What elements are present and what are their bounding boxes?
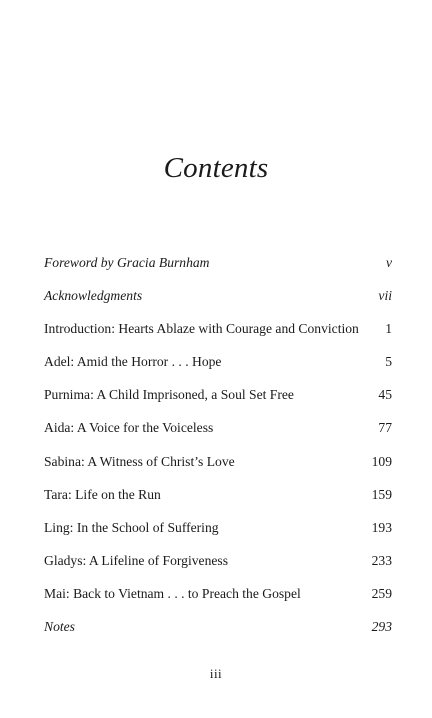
toc-entry-title: Gladys: A Lifeline of Forgiveness <box>44 552 228 568</box>
toc-entry-title: Ling: In the School of Suffering <box>44 519 219 535</box>
toc-entry-title: Introduction: Hearts Ablaze with Courage and Conviction <box>44 321 359 337</box>
toc-entry-title: Mai: Back to Vietnam . . . to Preach the Gospel <box>44 585 301 601</box>
toc-entry-title: Sabina: A Witness of Christ’s Love <box>44 453 235 469</box>
toc-entry <box>44 420 392 453</box>
toc-entry <box>44 387 392 420</box>
toc-entry <box>44 487 392 520</box>
toc-entry-title: Purnima: A Child Imprisoned, a Soul Set Free <box>44 387 294 403</box>
page-number: iii <box>209 666 223 681</box>
toc-entry-page: 259 <box>371 585 392 601</box>
toc-entry-title: Aida: A Voice for the Voiceless <box>44 420 214 436</box>
toc-entry <box>44 619 392 652</box>
toc-entry <box>44 520 392 553</box>
toc-entry-page: vii <box>378 288 392 304</box>
toc-entry-page: 1 <box>385 321 392 337</box>
toc-entry-page: 5 <box>385 354 392 370</box>
toc-entry-page: 193 <box>371 519 392 535</box>
toc-entry-title: Foreword by Gracia Burnham <box>44 255 210 270</box>
toc-entry-title: Notes <box>44 619 75 635</box>
toc-entry-page: v <box>385 255 392 270</box>
toc-entry <box>44 255 392 288</box>
toc-entry <box>44 586 392 619</box>
page-title: Contents <box>163 152 269 184</box>
toc-entry-page: 77 <box>378 420 392 436</box>
table-of-contents <box>44 255 392 652</box>
toc-entry-page: 159 <box>371 486 392 502</box>
toc-entry <box>44 354 392 387</box>
toc-entry <box>44 321 392 354</box>
toc-entry-title: Tara: Life on the Run <box>44 486 161 502</box>
toc-entry-page: 45 <box>378 387 392 403</box>
toc-entry-page: 233 <box>371 552 392 568</box>
toc-entry <box>44 454 392 487</box>
toc-entry-page: 293 <box>371 619 392 635</box>
toc-entry <box>44 553 392 586</box>
toc-entry-title: Acknowledgments <box>44 288 143 304</box>
toc-entry-page: 109 <box>371 453 392 469</box>
toc-entry-title: Adel: Amid the Horror . . . Hope <box>44 354 222 370</box>
toc-entry <box>44 288 392 321</box>
